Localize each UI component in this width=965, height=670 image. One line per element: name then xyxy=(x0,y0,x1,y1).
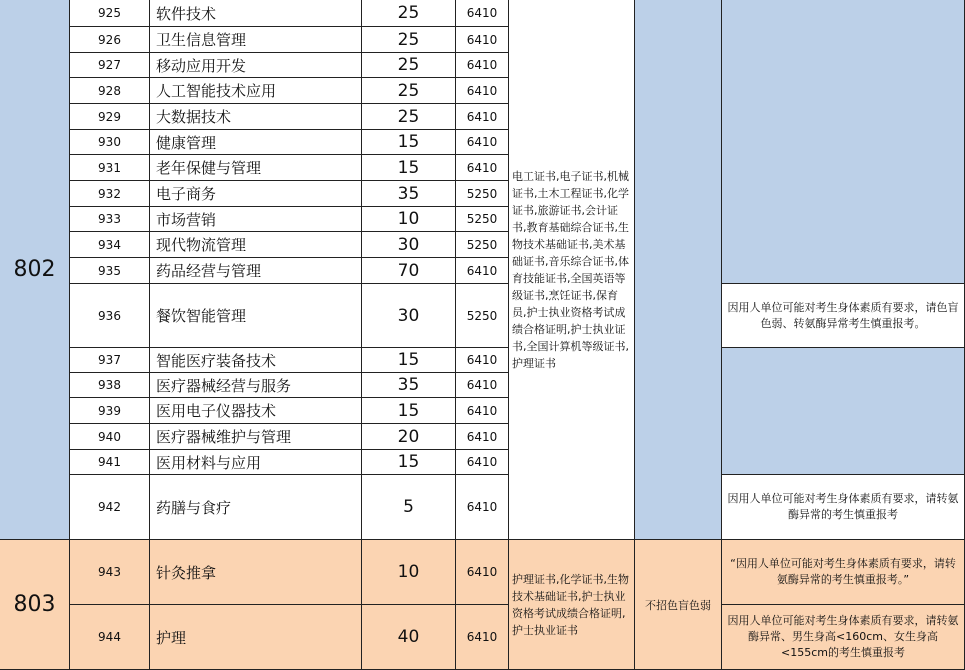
group-code-802-text: 802 xyxy=(13,257,56,282)
tuition-fee xyxy=(456,348,509,373)
color-limit-803 xyxy=(635,540,722,670)
major-name xyxy=(150,130,362,155)
major-name xyxy=(150,284,362,348)
major-name xyxy=(150,348,362,373)
tuition-fee xyxy=(456,27,509,53)
tuition-fee-text: 6410 xyxy=(466,500,498,514)
color-limit-802 xyxy=(635,0,722,540)
plan-count xyxy=(362,475,456,540)
tuition-fee-text: 6410 xyxy=(466,263,498,278)
major-name xyxy=(150,0,362,27)
tuition-fee xyxy=(456,450,509,475)
tuition-fee xyxy=(456,78,509,104)
major-code-text: 935 xyxy=(98,263,121,278)
major-code xyxy=(70,232,150,258)
major-name-text: 医疗器械维护与管理 xyxy=(156,428,292,446)
plan-count xyxy=(362,540,456,605)
tuition-fee-text: 6410 xyxy=(466,378,498,392)
plan-count-text: 70 xyxy=(397,260,420,281)
major-code-text: 934 xyxy=(98,237,121,252)
major-name xyxy=(150,605,362,670)
plan-count xyxy=(362,78,456,104)
major-code xyxy=(70,130,150,155)
certificates-803-text: 护理证书,化学证书,生物技术基础证书,护士执业资格考试成绩合格证明,护士执业证书 xyxy=(512,572,629,637)
major-code xyxy=(70,104,150,130)
major-name-text: 医用材料与应用 xyxy=(156,453,262,472)
major-code xyxy=(70,27,150,53)
tuition-fee-text: 6410 xyxy=(466,83,498,98)
plan-count xyxy=(362,605,456,670)
plan-count-text: 25 xyxy=(397,55,420,75)
major-code-text: 930 xyxy=(98,135,121,149)
note-cell xyxy=(722,0,965,284)
tuition-fee xyxy=(456,104,509,130)
major-code-text: 942 xyxy=(98,500,121,514)
tuition-fee-text: 6410 xyxy=(466,32,498,47)
plan-count xyxy=(362,348,456,373)
note-cell-text: “因用人单位可能对考生身体素质有要求，请转氨酶异常的考生慎重报考。” xyxy=(730,557,956,586)
major-code-text: 940 xyxy=(98,429,121,444)
major-code-text: 932 xyxy=(98,186,121,201)
plan-count xyxy=(362,27,456,53)
tuition-fee xyxy=(456,53,509,78)
major-name xyxy=(150,207,362,232)
major-name xyxy=(150,53,362,78)
plan-count xyxy=(362,232,456,258)
major-name-text: 移动应用开发 xyxy=(156,56,247,75)
major-code-text: 937 xyxy=(98,353,121,367)
plan-count-text: 10 xyxy=(397,562,420,582)
tuition-fee-text: 6410 xyxy=(466,630,498,644)
plan-count-text: 25 xyxy=(397,80,420,101)
tuition-fee-text: 5250 xyxy=(466,212,498,226)
major-name xyxy=(150,78,362,104)
major-name xyxy=(150,232,362,258)
tuition-fee xyxy=(456,424,509,450)
plan-count xyxy=(362,155,456,181)
plan-count-text: 25 xyxy=(397,3,420,23)
plan-count-text: 25 xyxy=(397,29,420,50)
tuition-fee xyxy=(456,232,509,258)
major-code xyxy=(70,207,150,232)
tuition-fee xyxy=(456,475,509,540)
major-code-text: 929 xyxy=(98,109,121,124)
major-name xyxy=(150,27,362,53)
major-name-text: 市场营销 xyxy=(156,210,217,229)
plan-count-text: 5 xyxy=(403,497,414,517)
note-cell xyxy=(722,605,965,670)
plan-count-text: 40 xyxy=(397,627,420,647)
major-name-text: 护理 xyxy=(156,628,187,647)
major-code-text: 927 xyxy=(98,58,121,72)
plan-count xyxy=(362,53,456,78)
major-name-text: 医用电子仪器技术 xyxy=(156,402,277,420)
plan-count-text: 15 xyxy=(397,350,420,370)
tuition-fee xyxy=(456,130,509,155)
plan-count xyxy=(362,130,456,155)
major-name-text: 卫生信息管理 xyxy=(156,31,247,49)
major-name xyxy=(150,450,362,475)
major-code xyxy=(70,424,150,450)
major-name xyxy=(150,540,362,605)
note-cell xyxy=(722,540,965,605)
plan-count-text: 15 xyxy=(397,452,420,472)
plan-count-text: 15 xyxy=(397,157,420,178)
major-name-text: 药膳与食疗 xyxy=(156,498,232,517)
tuition-fee-text: 6410 xyxy=(466,58,498,72)
major-name-text: 现代物流管理 xyxy=(156,236,247,254)
major-code xyxy=(70,540,150,605)
plan-count-text: 15 xyxy=(397,132,420,152)
major-code-text: 931 xyxy=(98,160,121,175)
color-limit-803-text: 不招色盲色弱 xyxy=(645,598,711,612)
major-code-text: 926 xyxy=(98,32,121,47)
major-name-text: 针灸推拿 xyxy=(156,563,217,582)
plan-count-text: 10 xyxy=(397,209,420,229)
tuition-fee xyxy=(456,398,509,424)
certificates-802 xyxy=(509,0,635,540)
major-name-text: 智能医疗装备技术 xyxy=(156,351,277,370)
group-code-802 xyxy=(0,0,70,540)
major-code xyxy=(70,258,150,284)
tuition-fee-text: 6410 xyxy=(466,109,498,124)
plan-count-text: 35 xyxy=(397,183,420,204)
tuition-fee xyxy=(456,373,509,398)
major-code xyxy=(70,53,150,78)
major-name-text: 餐饮智能管理 xyxy=(156,307,247,325)
major-code xyxy=(70,181,150,207)
plan-count xyxy=(362,207,456,232)
tuition-fee-text: 5250 xyxy=(466,308,498,323)
plan-count xyxy=(362,104,456,130)
major-code-text: 928 xyxy=(98,83,121,98)
major-code xyxy=(70,284,150,348)
note-cell xyxy=(722,284,965,348)
plan-count xyxy=(362,0,456,27)
major-name-text: 大数据技术 xyxy=(156,108,232,126)
major-code-text: 939 xyxy=(98,403,121,418)
tuition-fee-text: 5250 xyxy=(466,186,498,201)
plan-count xyxy=(362,258,456,284)
tuition-fee-text: 6410 xyxy=(466,403,498,418)
major-code xyxy=(70,605,150,670)
note-cell xyxy=(722,475,965,540)
tuition-fee xyxy=(456,207,509,232)
note-cell-text: 因用人单位可能对考生身体素质有要求，请色盲色弱、转氨酶异常考生慎重报考。 xyxy=(727,300,959,330)
major-code-text: 941 xyxy=(98,455,121,469)
major-name-text: 软件技术 xyxy=(156,4,217,23)
major-name-text: 老年保健与管理 xyxy=(156,159,262,177)
plan-count xyxy=(362,398,456,424)
certificates-802-text: 电工证书,电子证书,机械证书,土木工程证书,化学证书,旅游证书,会计证书,教育基础综合证书,生物技术基础证书,美术基础证书,音乐综合证书,体育技能证书,全国英语等级证书,烹饪证书,保育员,护士执业资格考试成绩合格证明,护士执业证书,全国计算机等级证书,护理证书 xyxy=(512,169,629,370)
tuition-fee xyxy=(456,181,509,207)
plan-count-text: 20 xyxy=(397,426,420,447)
major-name xyxy=(150,258,362,284)
tuition-fee-text: 6410 xyxy=(466,565,498,579)
major-code-text: 933 xyxy=(98,212,121,226)
major-code xyxy=(70,450,150,475)
plan-count-text: 35 xyxy=(397,375,420,395)
tuition-fee-text: 6410 xyxy=(466,135,498,149)
major-name xyxy=(150,424,362,450)
major-name-text: 健康管理 xyxy=(156,133,217,152)
tuition-fee xyxy=(456,155,509,181)
note-cell-text: 因用人单位可能对考生身体素质有要求，请转氨酶异常的考生慎重报考 xyxy=(727,492,959,521)
tuition-fee xyxy=(456,258,509,284)
major-code xyxy=(70,0,150,27)
note-cell-text: 因用人单位可能对考生身体素质有要求，请转氨酶异常、男生身高<160cm、女生身高<155cm的考生慎重报考 xyxy=(727,614,959,659)
tuition-fee-text: 6410 xyxy=(466,160,498,175)
plan-count xyxy=(362,181,456,207)
plan-count xyxy=(362,424,456,450)
major-code-text: 925 xyxy=(98,6,121,20)
major-name xyxy=(150,104,362,130)
major-code-text: 943 xyxy=(98,565,121,579)
major-code xyxy=(70,475,150,540)
plan-count-text: 30 xyxy=(397,305,420,326)
tuition-fee-text: 5250 xyxy=(466,237,498,252)
major-name xyxy=(150,155,362,181)
plan-count xyxy=(362,450,456,475)
plan-count xyxy=(362,373,456,398)
group-code-803 xyxy=(0,540,70,670)
major-code xyxy=(70,398,150,424)
major-name xyxy=(150,373,362,398)
major-code xyxy=(70,348,150,373)
major-code-text: 938 xyxy=(98,378,121,392)
major-name xyxy=(150,475,362,540)
plan-count-text: 15 xyxy=(397,400,420,421)
major-code-text: 936 xyxy=(98,308,121,323)
tuition-fee-text: 6410 xyxy=(466,429,498,444)
group-code-803-text: 803 xyxy=(13,592,56,617)
major-code-text: 944 xyxy=(98,630,121,644)
plan-count-text: 30 xyxy=(397,234,420,255)
tuition-fee xyxy=(456,605,509,670)
tuition-fee xyxy=(456,0,509,27)
major-name-text: 医疗器械经营与服务 xyxy=(156,376,292,395)
certificates-803 xyxy=(509,540,635,670)
major-name-text: 药品经营与管理 xyxy=(156,262,262,280)
major-code xyxy=(70,373,150,398)
plan-count-text: 25 xyxy=(397,106,420,127)
major-name-text: 人工智能技术应用 xyxy=(156,82,277,100)
tuition-fee xyxy=(456,284,509,348)
tuition-fee-text: 6410 xyxy=(466,455,498,469)
major-name-text: 电子商务 xyxy=(156,185,217,203)
major-name xyxy=(150,398,362,424)
tuition-fee-text: 6410 xyxy=(466,353,498,367)
major-name xyxy=(150,181,362,207)
tuition-fee xyxy=(456,540,509,605)
tuition-fee-text: 6410 xyxy=(466,6,498,20)
major-code xyxy=(70,155,150,181)
note-cell xyxy=(722,348,965,475)
plan-count xyxy=(362,284,456,348)
major-code xyxy=(70,78,150,104)
